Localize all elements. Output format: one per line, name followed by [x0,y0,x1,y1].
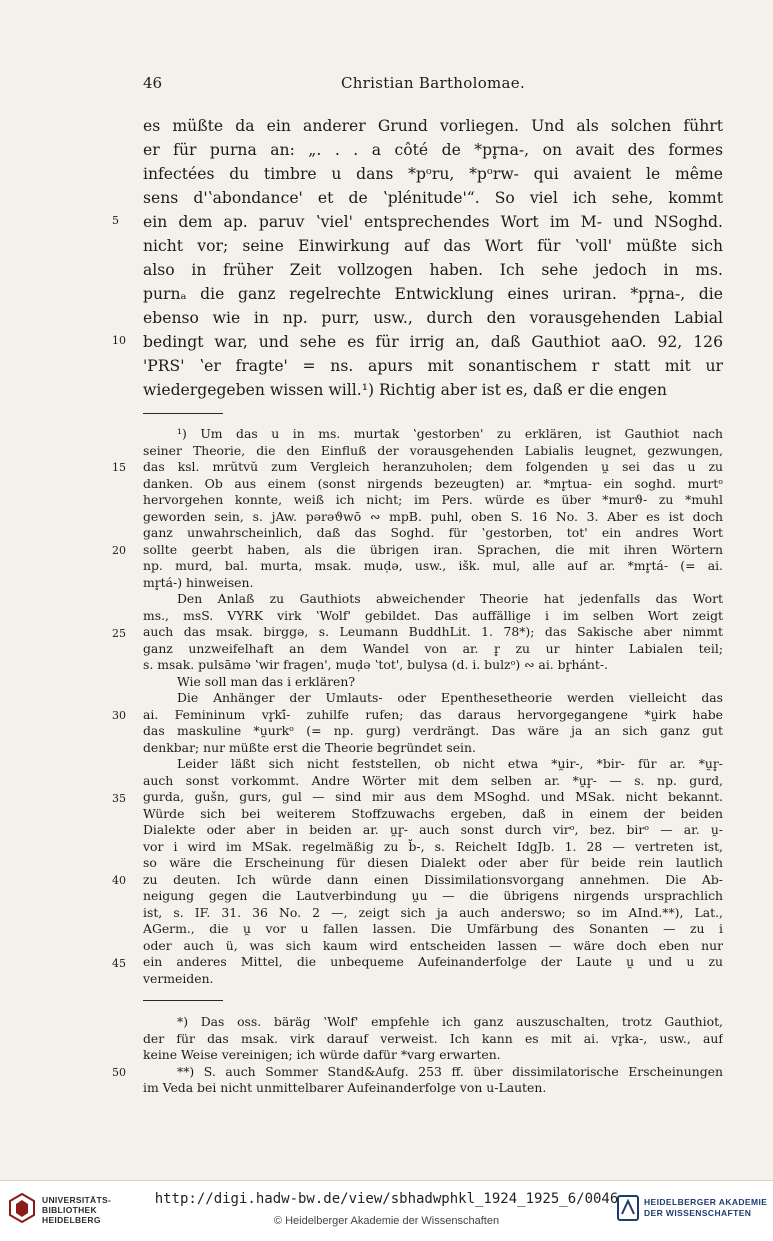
footnote-line: gurda, gušn, gurs, gul — sind mir aus dem MSoghd. und MSak. nicht bekannt. [143,789,723,804]
subfootnote-line: im Veda bei nicht unmittelbarer Aufeinanderfolge von u-Lauten. [143,1080,547,1095]
footnote-line: so wäre die Erscheinung für diesen Dialekt oder aber für beide rein lautlich [143,855,723,870]
footnote-line: neigung gegen die Lautverbindung u̯u — die übrigens nirgends ursprachlich [143,888,723,903]
body-line: es müßte da ein anderer Grund vorliegen. Und als solchen führt [143,117,723,135]
footnote-line: das maskuline *u̯urkᵒ (= np. gurg) verdrängt. Das wäre ja an sich ganz gut [143,723,723,738]
line-number: 10 [112,334,126,347]
footnote-line: danken. Ob aus einem (sonst nirgends bezeugten) ar. *mr̥tua- ein soghd. murtᵒ [143,475,723,491]
subfootnote-line: der für das msak. virk darauf verweist. Ich kann es mit ai. vr̥ka-, usw., auf [143,1030,723,1046]
footnote-line: ¹) Um das u in ms. murtak ʽgestorben' zu erklären, ist Gauthiot nach [177,426,723,441]
footnote-line: mr̥tá-) hinweisen. [143,574,254,590]
line-number: 45 [112,957,126,970]
footnote-rule [143,1000,223,1001]
body-line: sens d'ʽabondance' et de ʽplénitude'“. So viel ich sehe, kommt [143,189,723,207]
line-number: 50 [112,1066,126,1079]
footnote-line: AGerm., die u̯ vor u fallen lassen. Die Umfärbung des Sonanten — zu i [143,921,723,936]
academy-name: HEIDELBERGER AKADEMIE DER WISSENSCHAFTEN [644,1197,768,1218]
subfootnote-line: **) S. auch Sommer Stand&Aufg. 253 ff. über dissimilatorische Erscheinungen [177,1063,723,1079]
subfootnote-line: keine Weise vereinigen; ich würde dafür *varg erwarten. [143,1047,501,1062]
footnote-line: zu deuten. Ich würde dann einen Dissimilationsvorgang annehmen. Die Ab- [143,871,723,887]
footnote-line: s. msak. pulsāmə ʽwir fragen', muḍə ʽtot', bulysa (d. i. bulzᵒ) ∾ ai. br̥hánt-. [143,657,608,672]
footnote-line: Dialekte oder aber in beiden ar. u̯r̥- auch sonst durch virᵒ, bez. birᵒ — ar. u̯- [143,822,723,837]
body-line: wiedergegeben wissen will.¹) Richtig aber ist es, daß er die engen [143,381,667,399]
body-line: infectées du timbre u dans *pᵒru, *pᵒrw- qui avaient le même [143,165,723,183]
body-line: nicht vor; seine Einwirkung auf das Wort für ʽvoll' müßte sich [143,237,723,255]
footnote-line: ai. Femininum vr̥kī́- zuhilfe rufen; das daraus hervorgegangene *u̯irk habe [143,706,723,722]
footnote-rule [143,413,223,414]
footnote-line: das ksl. mrŭtvŭ zum Vergleich heranzuholen; dem folgenden u̯ sei das u zu [143,459,723,474]
footnote-line: geworden sein, s. jAw. pərəϑwō ∾ mpB. puhl, oben S. 16 No. 3. Aber es ist doch [143,508,723,524]
footnote-line: auch sonst vorkommt. Andre Wörter mit dem selben ar. *u̯r̥- — s. np. gurd, [143,772,723,788]
footnote-line: ganz unzweifelhaft an dem Wandel von ar. r̥ zu ur hinter Labialen teil; [143,640,723,656]
subfootnote-line: *) Das oss. bäräg ʽWolf' empfehle ich ganz auszuschalten, trotz Gauthiot, [177,1014,723,1029]
footnote-line: Leider läßt sich nicht feststellen, ob nicht etwa *u̯ir-, *bir- für ar. *u̯r̥- [177,756,723,771]
body-line: ebenso wie in np. purr, usw., durch den vorausgehenden Labial [143,309,723,327]
footnote-line: Würde sich bei weiterem Stoffzuwachs ergeben, daß in einem der beiden [143,805,723,821]
body-line: bedingt war, und sehe es für irrig an, daß Gauthiot aaO. 92, 126 [143,333,723,351]
copyright-notice: © Heidelberger Akademie der Wissenschaften [273,1215,500,1227]
footnote-line: oder auch ü, was sich kaum wird entscheiden lassen — wäre doch eben nur [143,937,723,953]
footnote-line: ist, s. IF. 31. 36 No. 2 —, zeigt sich ja auch anderswo; so im AInd.**), Lat., [143,904,723,920]
footnote-line: hervorgehen konnte, weiß ich nicht; im Pers. würde es über *murϑ- zu *muhl [143,492,723,507]
body-line: er für purna an: „. . . a côté de *pr̥na-, on avait des formes [143,141,723,159]
line-number: 35 [112,792,126,805]
permalink-url[interactable]: http://digi.hadw-bw.de/view/sbhadwphkl_1924_1925_6/0046 [154,1191,619,1207]
page-number: 46 [143,74,163,92]
footnote-line: sollte geerbt haben, als die übrigen iran. Sprachen, die mit ihren Wörtern [143,541,723,557]
footnote-line: vermeiden. [143,970,214,986]
body-line: ein dem ap. paruv ʽviel' entsprechendes Wort im M- und NSoghd. [143,213,723,231]
body-line: 'PRS' ʽer fragte' = ns. apurs mit sonantischem r statt mit ur [143,357,723,375]
line-number: 40 [112,874,126,887]
body-line: also in früher Zeit vollzogen haben. Ich sehe jedoch in ms. [143,261,723,279]
university-library-name: UNIVERSITÄTS- BIBLIOTHEK HEIDELBERG [42,1195,112,1225]
footnote-line: Wie soll man das i erklären? [177,673,356,689]
line-number: 5 [112,214,119,227]
footnote-line: vor i wird im MSak. regelmäßig zu b̊-, s. Reichelt IdgJb. 1. 28 — vertreten ist, [143,838,723,854]
footnote-line: Den Anlaß zu Gauthiots abweichender Theorie hat jedenfalls das Wort [177,591,723,606]
footnote-line: ein anderes Mittel, die unbequeme Aufeinanderfolge der Laute u̯ und u zu [143,954,723,969]
body-line: purnₐ die ganz regelrechte Entwicklung eines uriran. *pr̥na-, die [143,285,723,303]
footnote-line: Die Anhänger der Umlauts- oder Epenthesetheorie werden vielleicht das [177,690,723,705]
footnote-line: np. murd, bal. murta, msak. muḍə, usw., išk. mul, alle auf ar. *mr̥tá- (= ai. [143,558,723,573]
line-number: 25 [112,627,126,640]
line-number: 20 [112,544,126,557]
footnote-line: ganz unwahrscheinlich, daß das Soghd. für ʽgestorben, tot' ein andres Wort [143,525,723,540]
page-header [143,74,723,96]
running-title: Christian Bartholomae. [340,74,526,92]
footnote-line: denkbar; nur müßte erst die Theorie begründet sein. [143,739,476,755]
academy-emblem-icon [617,1195,639,1221]
viewer-footer [0,1180,773,1241]
line-number: 15 [112,461,126,474]
footnote-line: seiner Theorie, die den Einfluß der vorausgehenden Labialis leugnet, gezwungen, [143,442,723,458]
line-number: 30 [112,709,126,722]
footnote-line: auch das msak. birggə, s. Leumann BuddhLit. 1. 78*); das Sakische aber nimmt [143,624,723,639]
footnote-line: ms., msS. VYRK virk ʽWolf' gebildet. Das auffällige i im selben Wort zeigt [143,607,723,623]
